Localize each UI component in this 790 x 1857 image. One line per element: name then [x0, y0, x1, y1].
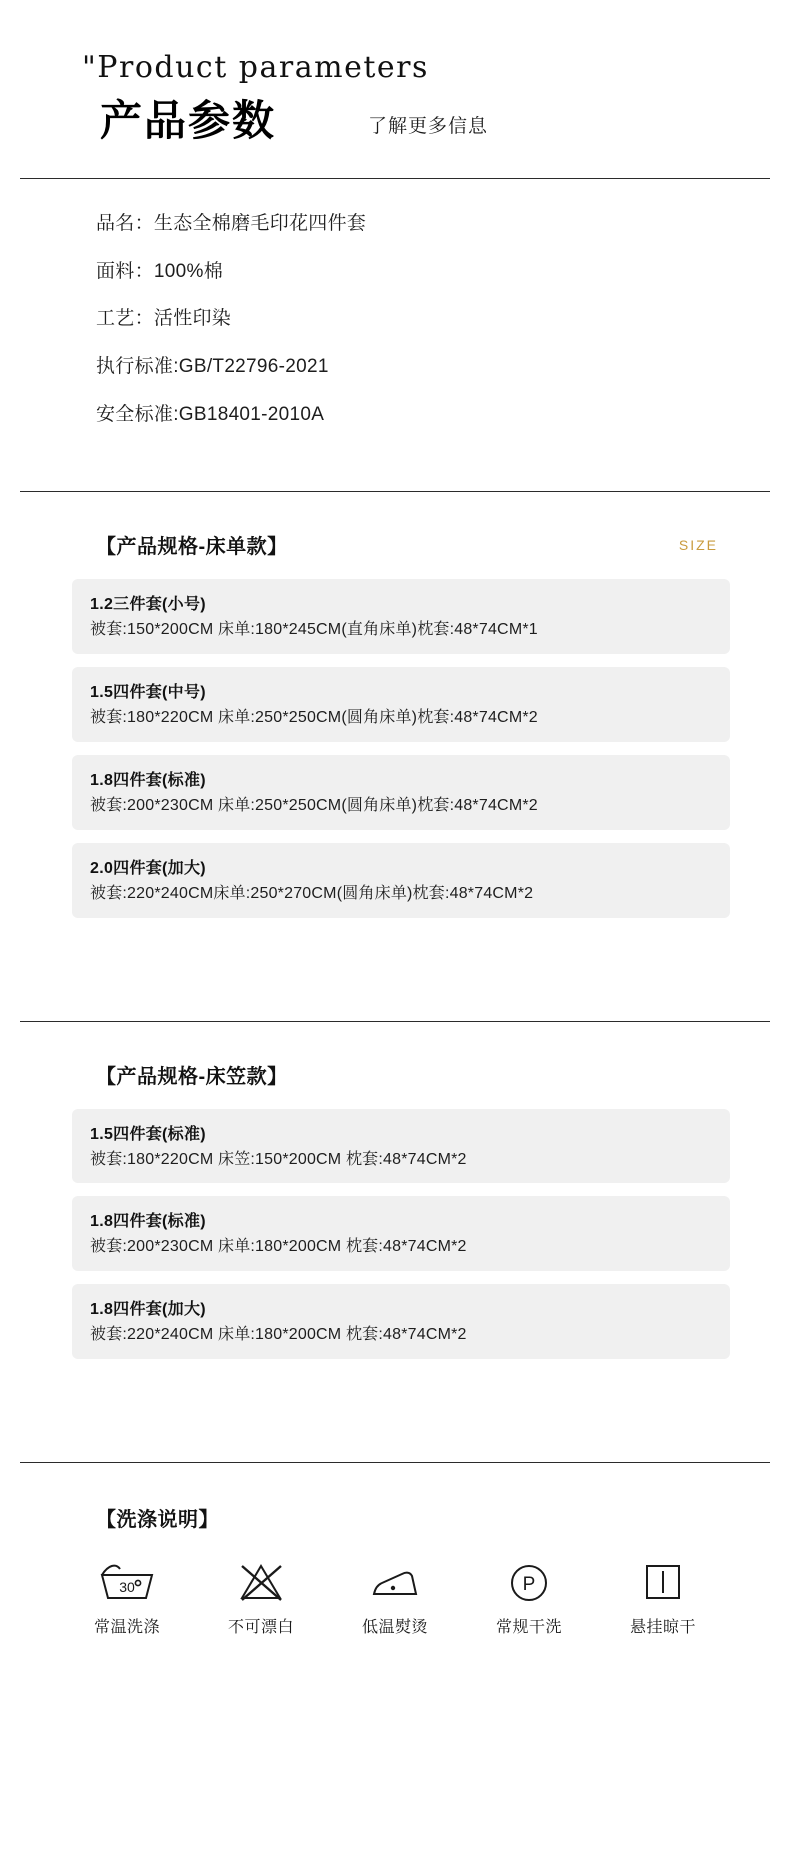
spacer	[0, 931, 790, 987]
wash-care-label: 不可漂白	[227, 1618, 294, 1636]
size-option-name: 1.8四件套(加大)	[90, 1301, 206, 1319]
svg-text:30: 30	[119, 1578, 135, 1595]
wash-care-title: 【洗涤说明】	[96, 1508, 219, 1531]
wash-care-item	[348, 1558, 442, 1637]
low-heat-iron-icon	[348, 1558, 442, 1606]
size-option-name: 1.8四件套(标准)	[90, 1213, 206, 1231]
wash-care-item	[482, 1558, 576, 1637]
size-option-name: 1.8四件套(标准)	[90, 771, 206, 789]
wash-care-label: 常温洗涤	[93, 1618, 160, 1636]
size-option-card[interactable]	[72, 1109, 730, 1184]
svg-text:P: P	[522, 1573, 536, 1595]
size-option-detail: 被套:200*230CM 床单:250*250CM(圆角床单)枕套:48*74CM*2	[90, 796, 538, 814]
section-title: 【产品规格-床单款】	[96, 536, 288, 559]
size-section-fitted-sheet	[0, 1022, 790, 1359]
section-header	[0, 530, 790, 559]
wash-care-item	[80, 1558, 174, 1637]
line-dry-hang-icon	[616, 1558, 710, 1606]
page-header	[0, 0, 790, 144]
size-option-name: 1.5四件套(标准)	[90, 1125, 206, 1143]
wash-care-label: 悬挂晾干	[629, 1618, 696, 1636]
wash-care-section	[0, 1463, 790, 1637]
size-option-detail: 被套:220*240CM 床单:180*200CM 枕套:48*74CM*2	[90, 1326, 467, 1344]
size-option-detail: 被套:180*220CM 床笠:150*200CM 枕套:48*74CM*2	[90, 1150, 467, 1168]
size-option-detail: 被套:180*220CM 床单:250*250CM(圆角床单)枕套:48*74CM*2	[90, 709, 538, 727]
size-option-card[interactable]	[72, 579, 730, 654]
no-bleach-triangle-icon	[214, 1558, 308, 1606]
spec-line: 工艺：活性印染	[96, 308, 232, 330]
size-option-card[interactable]	[72, 1196, 730, 1271]
size-option-detail: 被套:150*200CM 床单:180*245CM(直角床单)枕套:48*74CM*1	[90, 621, 538, 639]
wash-care-label: 低温熨烫	[361, 1618, 428, 1636]
size-option-name: 2.0四件套(加大)	[90, 859, 206, 877]
spec-line: 安全标准:GB18401-2010A	[96, 403, 325, 425]
page-title: 产品参数	[100, 96, 277, 145]
section-header	[0, 1060, 790, 1089]
wash-care-icon-row	[0, 1558, 790, 1637]
size-section-bedsheet	[0, 492, 790, 917]
size-option-name: 1.5四件套(中号)	[90, 684, 206, 702]
wash-care-item	[616, 1558, 710, 1637]
section-size-tag: SIZE	[678, 536, 718, 553]
size-option-card[interactable]	[72, 755, 730, 830]
header-subtitle: 了解更多信息	[368, 116, 489, 138]
header-english-title: "Product parameters	[82, 50, 429, 85]
dry-clean-p-icon	[482, 1558, 576, 1606]
wash-care-label: 常规干洗	[495, 1618, 562, 1636]
spec-line: 面料：100%棉	[96, 260, 223, 282]
section-title: 【产品规格-床笠款】	[96, 1065, 288, 1088]
spec-line: 品名：生态全棉磨毛印花四件套	[96, 213, 367, 235]
header-title-row	[0, 98, 790, 144]
wash-tub-30-icon	[80, 1558, 174, 1606]
size-option-card[interactable]	[72, 667, 730, 742]
basic-spec-list	[0, 179, 790, 457]
wash-care-item	[214, 1558, 308, 1637]
size-option-name: 1.2三件套(小号)	[90, 596, 206, 614]
spacer	[0, 1372, 790, 1428]
size-option-card[interactable]	[72, 1284, 730, 1359]
size-option-card[interactable]	[72, 843, 730, 918]
spec-line: 执行标准:GB/T22796-2021	[96, 356, 329, 378]
size-option-detail: 被套:220*240CM床单:250*270CM(圆角床单)枕套:48*74CM*2	[90, 884, 534, 902]
size-option-detail: 被套:200*230CM 床单:180*200CM 枕套:48*74CM*2	[90, 1238, 467, 1256]
